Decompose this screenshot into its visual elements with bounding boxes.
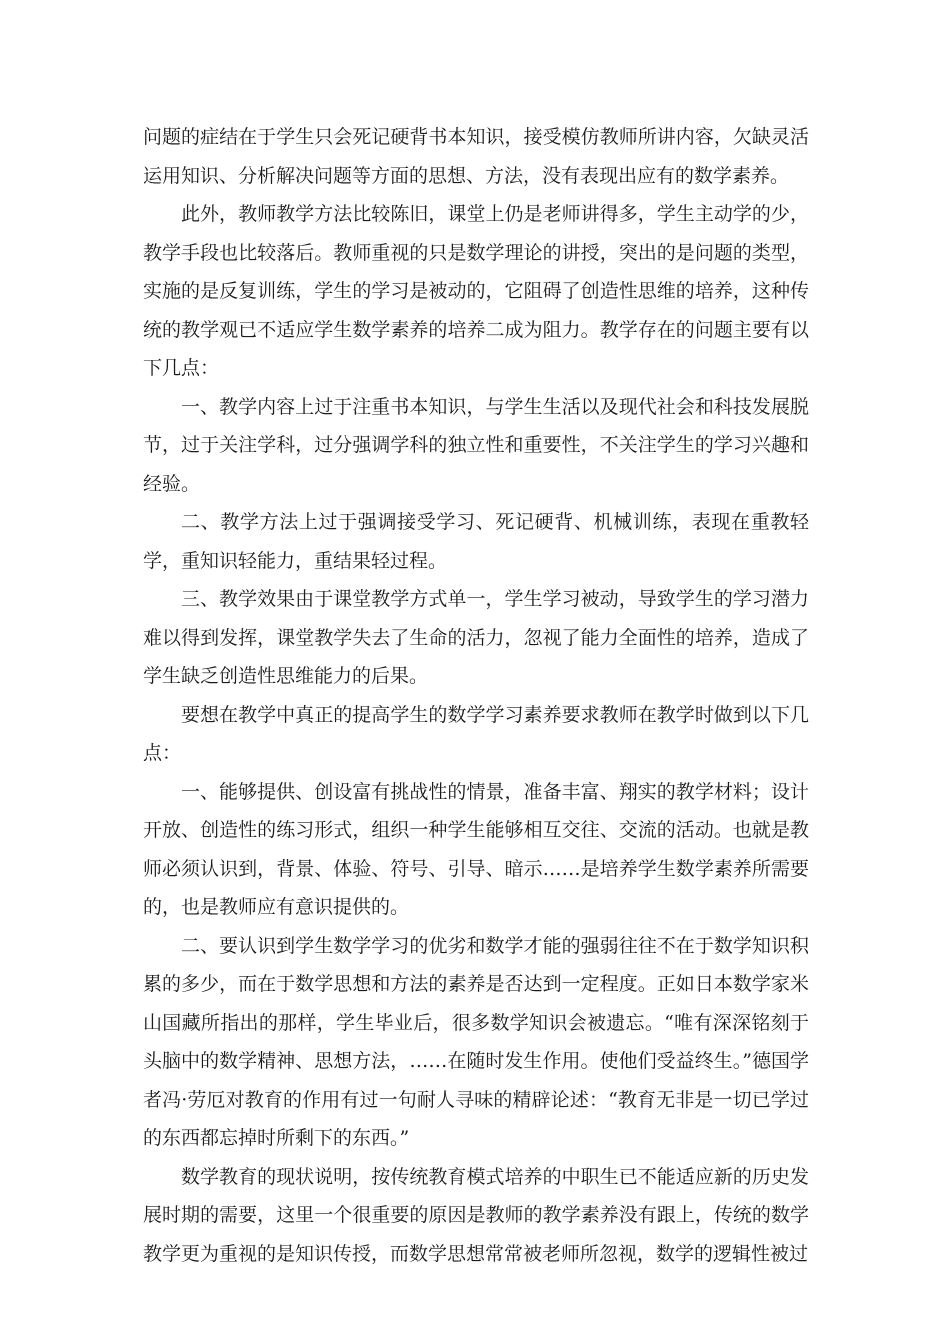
paragraph-2: 此外，教师教学方法比较陈旧，课堂上仍是老师讲得多，学生主动学的少，教学手段也比较落后。教师重视的只是数学理论的讲授，突出的是问题的类型，实施的是反复训练，学生的学习是被动的，它阻碍了创造性思维的培养，这种传统的教学观已不适应学生数学素养的培养二成为阻力。教学存在的问题主要有以下几点： <box>143 203 809 379</box>
paragraph-9: 数学教育的现状说明，按传统教育模式培养的中职生已不能适应新的历史发展时期的需要，这里一个很重要的原因是教师的教学素养没有跟上，传统的数学教学更为重视的是知识传授，而数学思想常常被老师所忽视，数学的逻辑性被过 <box>143 1165 809 1265</box>
paragraph-8: 二、要认识到学生数学学习的优劣和数学才能的强弱往往不在于数学知识积累的多少，而在于数学思想和方法的素养是否达到一定程度。正如日本数学家米山国藏所指出的那样，学生毕业后，很多数学知识会被遗忘。“唯有深深铭刻于头脑中的数学精神、思想方法，……在随时发生作用。使他们受益终生。”德国学者冯·劳厄对教育的作用有过一句耐人寻味的精辟论述：“教育无非是一切已学过的东西都忘掉时所剩下的东西。” <box>143 934 809 1149</box>
paragraph-4: 二、教学方法上过于强调接受学习、死记硬背、机械训练，表现在重教轻学，重知识轻能力，重结果轻过程。 <box>143 511 809 572</box>
paragraph-1: 问题的症结在于学生只会死记硬背书本知识，接受模仿教师所讲内容，欠缺灵活运用知识、分析解决问题等方面的思想、方法，没有表现出应有的数学素养。 <box>143 126 809 187</box>
paragraph-5: 三、教学效果由于课堂教学方式单一，学生学习被动，导致学生的学习潜力难以得到发挥，课堂教学失去了生命的活力，忽视了能力全面性的培养，造成了学生缺乏创造性思维能力的后果。 <box>143 588 809 687</box>
document-body <box>143 118 809 1273</box>
paragraph-6: 要想在教学中真正的提高学生的数学学习素养要求教师在教学时做到以下几点： <box>143 703 809 764</box>
paragraph-7: 一、能够提供、创设富有挑战性的情景，准备丰富、翔实的教学材料；设计开放、创造性的练习形式，组织一种学生能够相互交往、交流的活动。也就是教师必须认识到，背景、体验、符号、引导、暗示……是培养学生数学素养所需要的，也是教师应有意识提供的。 <box>143 780 809 918</box>
paragraph-3: 一、教学内容上过于注重书本知识，与学生生活以及现代社会和科技发展脱节，过于关注学科，过分强调学科的独立性和重要性，不关注学生的学习兴趣和经验。 <box>143 395 809 495</box>
